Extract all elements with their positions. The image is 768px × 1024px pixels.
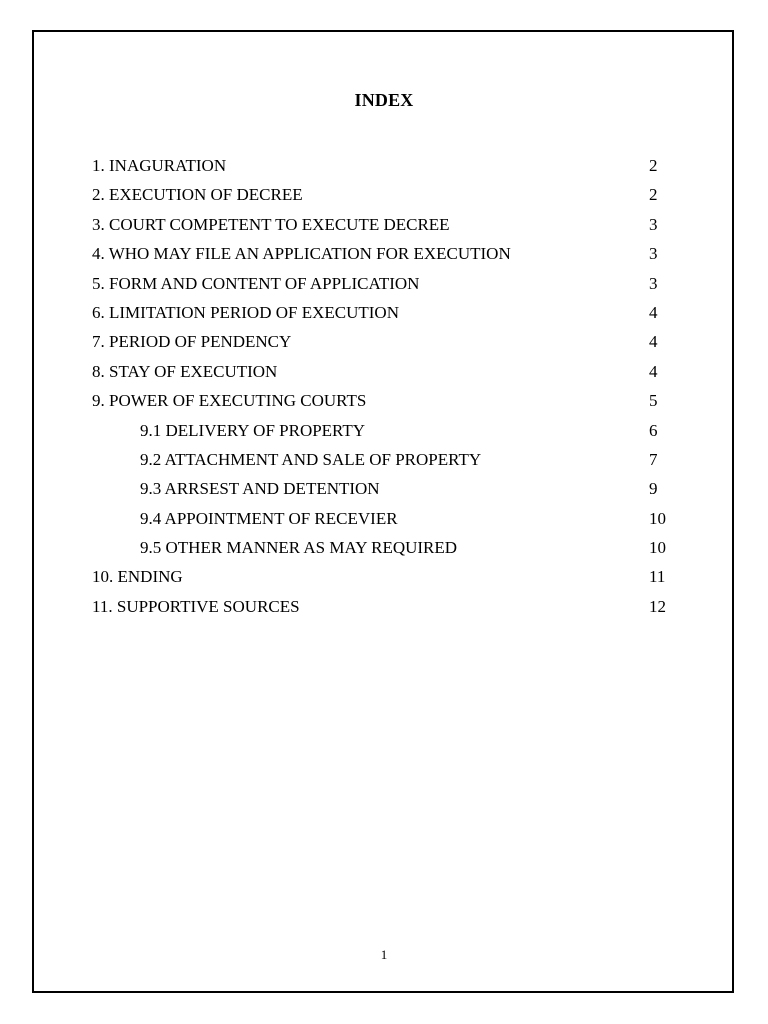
toc-entry-title: 1. INAGURATION — [92, 156, 227, 175]
toc-subentry-title: 9.3 ARRSEST AND DETENTION — [140, 479, 380, 499]
toc-subentry — [0, 537, 768, 566]
page-number: 1 — [380, 947, 388, 962]
toc-subentry-title: 9.2 ATTACHMENT AND SALE OF PROPERTY — [140, 449, 482, 469]
toc-subentry-page: 7 — [649, 449, 658, 469]
toc-entry-title: 5. FORM AND CONTENT OF APPLICATION — [92, 273, 420, 293]
toc-entry-page: 3 — [649, 273, 658, 293]
toc-entry-page: 11 — [649, 567, 666, 587]
table-of-contents — [0, 155, 768, 625]
toc-entry-title: 3. COURT COMPETENT TO EXECUTE DECREE — [92, 214, 450, 234]
toc-subentry-title: 9.1 DELIVERY OF PROPERTY — [140, 420, 366, 440]
toc-subentry-page: 10 — [649, 508, 666, 528]
toc-entry — [0, 302, 768, 331]
toc-entry-page: 4 — [649, 302, 658, 322]
toc-subentry-title: 9.4 APPOINTMENT OF RECEVIER — [140, 508, 398, 528]
toc-entry — [0, 390, 768, 419]
toc-entry-page: 12 — [649, 596, 666, 616]
toc-entry — [0, 214, 768, 243]
toc-entry-title: 6. LIMITATION PERIOD OF EXECUTION — [92, 302, 399, 322]
toc-entry-page: 2 — [649, 156, 658, 175]
toc-entry-page: 2 — [649, 185, 658, 205]
toc-entry-title: 7. PERIOD OF PENDENCY — [92, 332, 292, 352]
toc-entry-title: 10. ENDING — [92, 567, 183, 587]
toc-entry — [0, 596, 768, 625]
toc-subentry — [0, 508, 768, 537]
toc-entry — [0, 155, 768, 184]
toc-entry-page: 5 — [649, 391, 658, 411]
toc-subentry-page: 10 — [649, 538, 666, 558]
toc-subentry — [0, 478, 768, 507]
toc-entry-title: 9. POWER OF EXECUTING COURTS — [92, 391, 367, 411]
toc-entry-page: 4 — [649, 332, 658, 352]
toc-entry-title: 2. EXECUTION OF DECREE — [92, 185, 303, 205]
toc-entry — [0, 273, 768, 302]
toc-entry — [0, 184, 768, 213]
toc-entry-title: 11. SUPPORTIVE SOURCES — [92, 596, 300, 616]
index-title: INDEX — [354, 90, 414, 110]
toc-subentry-page: 6 — [649, 420, 658, 440]
toc-entry-title: 8. STAY OF EXECUTION — [92, 361, 278, 381]
toc-entry — [0, 566, 768, 595]
toc-entry — [0, 243, 768, 272]
toc-entry-page: 3 — [649, 214, 658, 234]
toc-entry — [0, 361, 768, 390]
toc-subentry-page: 9 — [649, 479, 658, 499]
toc-subentry — [0, 420, 768, 449]
toc-subentry-title: 9.5 OTHER MANNER AS MAY REQUIRED — [140, 538, 458, 558]
toc-entry-page: 3 — [649, 244, 658, 264]
toc-entry-page: 4 — [649, 361, 658, 381]
toc-entry-title: 4. WHO MAY FILE AN APPLICATION FOR EXECUTION — [92, 244, 511, 264]
toc-entry — [0, 331, 768, 360]
toc-subentry — [0, 449, 768, 478]
